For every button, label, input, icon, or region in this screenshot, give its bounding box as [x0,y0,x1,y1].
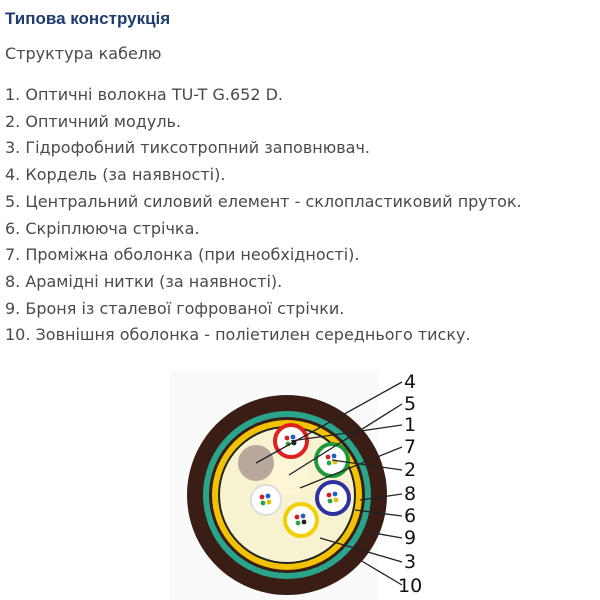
list-item: 10. Зовнішня оболонка - поліетилен середнього тиску. [5,325,471,345]
list-item: 3. Гідрофобний тиксотропний заповнювач. [5,138,370,158]
callout-9: 9 [404,527,417,549]
module-yellow [285,504,317,536]
callout-4: 4 [404,371,417,393]
list-item: 1. Оптичні волокна TU-T G.652 D. [5,85,283,104]
callout-1: 1 [404,414,417,436]
component-list [5,82,522,349]
page-title: Типова конструкція [5,9,171,28]
callout-8: 8 [404,483,417,505]
cable-cross-section-diagram [170,370,430,600]
list-item: 4. Кордель (за наявності). [5,165,226,185]
callout-6: 6 [404,505,417,527]
list-item: 6. Скріплююча стрічка. [5,218,200,238]
callout-5: 5 [404,393,417,415]
list-item: 7. Проміжна оболонка (при необхідності). [5,245,360,265]
module-blue [317,482,349,514]
list-item: 8. Арамідні нитки (за наявності). [5,271,283,291]
callout-7: 7 [404,436,417,458]
module-white [251,485,281,515]
list-item: 9. Броня із сталевої гофрованої стрічки. [5,298,345,318]
list-item: 5. Центральний силовий елемент - склопластиковий пруток. [5,191,522,211]
list-item: 2. Оптичний модуль. [5,111,182,131]
callout-2: 2 [404,459,417,481]
callout-3: 3 [404,551,417,573]
section-subtitle: Структура кабелю [5,44,162,63]
callout-10: 10 [398,575,423,597]
